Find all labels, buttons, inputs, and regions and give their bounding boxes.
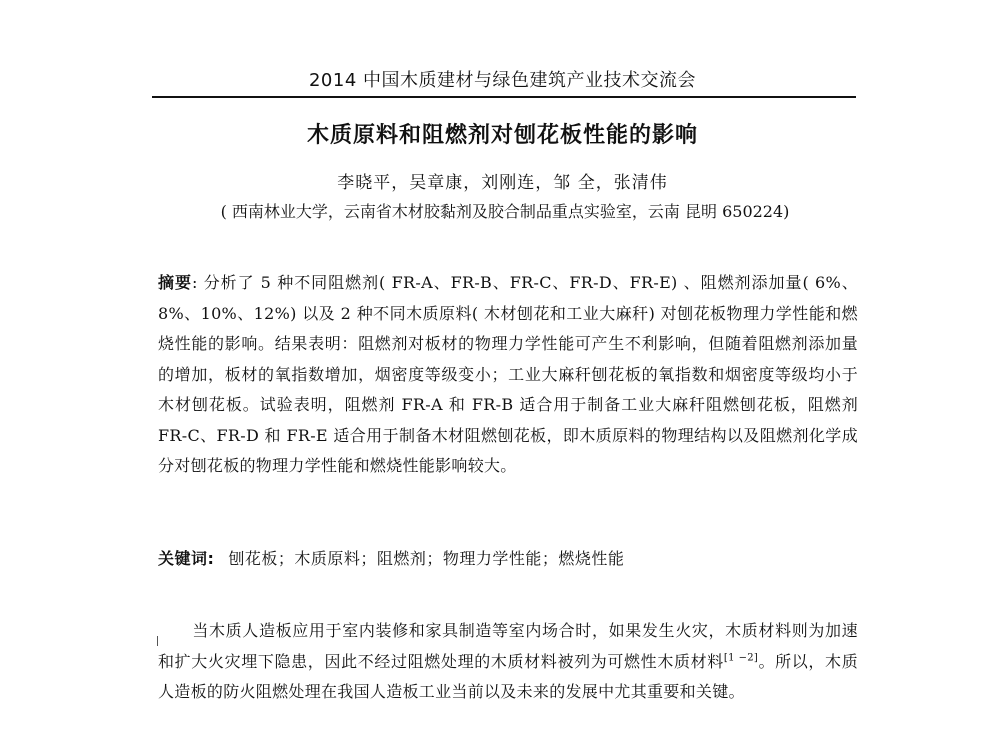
conference-header: 2014 中国木质建材与绿色建筑产业技术交流会	[308, 70, 697, 91]
intro-text-part2: 。所以，木质人造板的防火阻燃处理在我国人造板工业当前以及未来的发展中尤其重要和关键。	[158, 651, 858, 701]
abstract-label: 摘要	[158, 273, 192, 292]
keywords	[158, 546, 858, 569]
affiliation: ( 西南林业大学，云南省木材胶黏剂及胶合制品重点实验室，云南 昆明 650224)	[220, 202, 790, 221]
author-list: 李晓平，吴章康，刘刚连，邹 全，张清伟	[337, 173, 668, 193]
abstract-colon: :	[191, 273, 198, 292]
keywords-label: 关键词:	[158, 549, 215, 568]
paper-title: 木质原料和阻燃剂对刨花板性能的影响	[306, 123, 698, 148]
abstract	[158, 268, 858, 482]
keywords-text: 刨花板；木质原料；阻燃剂；物理力学性能；燃烧性能	[228, 549, 625, 568]
header-rule	[152, 96, 856, 98]
intro-paragraph	[158, 616, 858, 708]
intro-text-part1: 当木质人造板应用于室内装修和家具制造等室内场合时，如果发生火灾，木质材料则为加速和扩大火灾埋下隐患，因此不经过阻燃处理的木质材料被列为可燃性木质材料	[158, 621, 858, 671]
citation-ref: [1 −2]	[723, 652, 759, 664]
abstract-text: 分析了 5 种不同阻燃剂( FR-A、FR-B、FR-C、FR-D、FR-E) 、阻燃剂添加量( 6%、8%、10%、12%) 以及 2 种不同木质原料( 木材刨花和工业大麻秆) 对刨花板物理力学性能和燃烧性能的影响。结果表明：阻燃剂对板材的物理力学性能可产生不利影响，但随着阻燃剂添加量的增加，板材的氧指数增加，烟密度等级变小；工业大麻秆刨花板的氧指数和烟密度等级均小于木材刨花板。试验表明，阻燃剂 FR-A 和 FR-B 适合用于制备工业大麻秆阻燃刨花板，阻燃剂 FR-C、FR-D 和 FR-E 适合用于制备木材阻燃刨花板，即木质原料的物理结构以及阻燃剂化学成分对刨花板的物理力学性能和燃烧性能影响较大。	[158, 273, 858, 475]
